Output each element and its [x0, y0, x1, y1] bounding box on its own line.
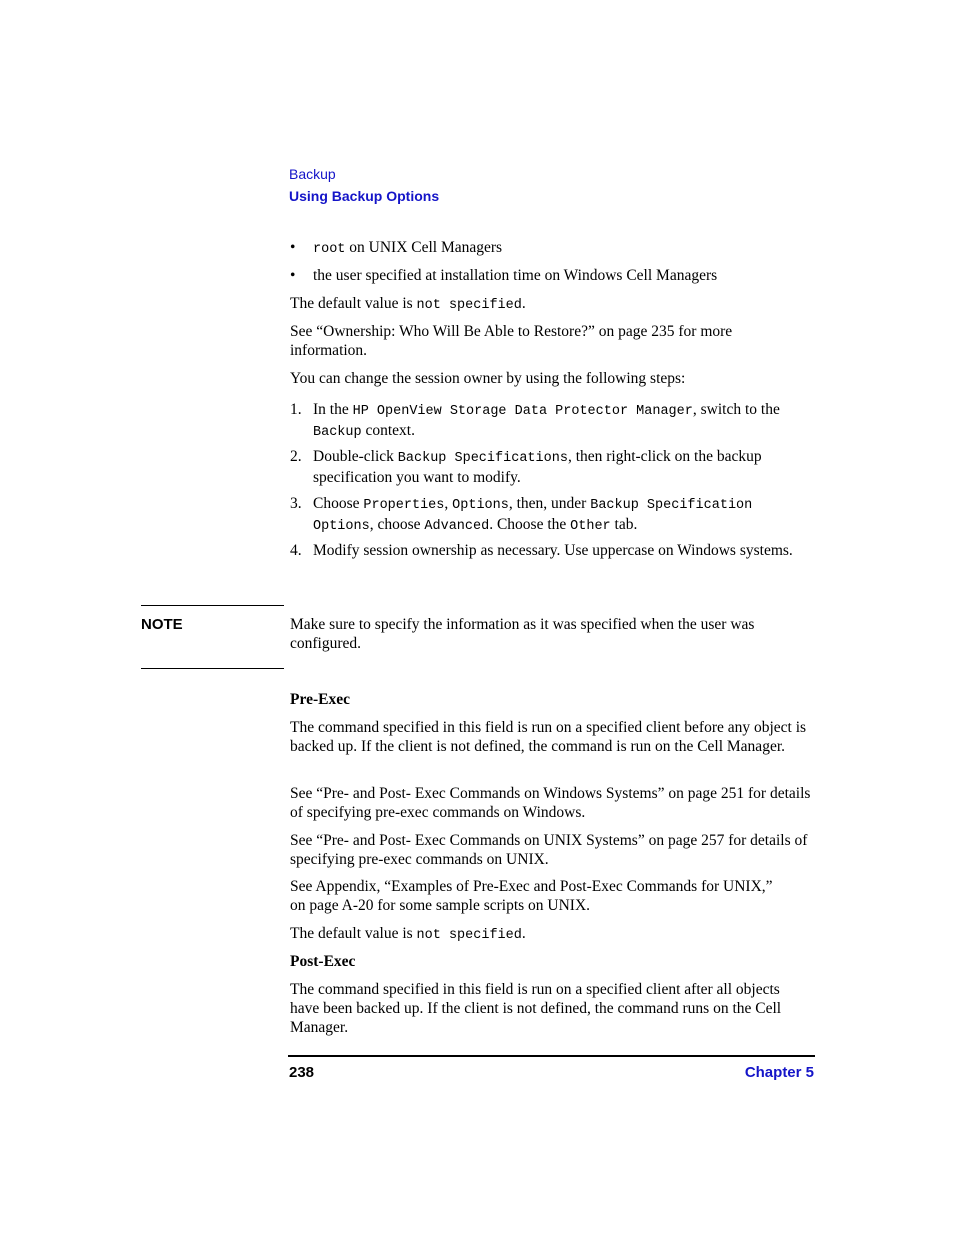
running-header-section: Backup: [289, 166, 336, 182]
pre-exec-description: The command specified in this field is run on a specified client before any object is backed up. If the client is not defined, the command is run on the Cell Manager.: [290, 719, 807, 755]
chapter-link[interactable]: Chapter 5: [744, 1064, 814, 1081]
note-bottom-rule: [141, 668, 284, 669]
change-owner-intro: You can change the session owner by using the following steps:: [290, 370, 686, 387]
step-number: 1.: [290, 401, 302, 418]
note-label: NOTE: [141, 616, 183, 633]
post-exec-description: The command specified in this field is run on a specified client after all objects have been backed up. If the client is not defined, the command runs on the Cell Manager.: [290, 981, 782, 1036]
footer-rule: [288, 1055, 815, 1057]
bullet-marker: •: [290, 239, 296, 256]
pre-exec-heading: Pre-Exec: [290, 691, 350, 708]
step-1: In the HP OpenView Storage Data Protector Manager, switch to the Backup context.: [313, 401, 780, 440]
running-header-subsection: Using Backup Options: [289, 188, 440, 204]
pre-exec-appendix-ref: See Appendix, “Examples of Pre-Exec and Post-Exec Commands for UNIX,” on page A-20 for some sample scripts on UNIX.: [290, 878, 773, 914]
pre-exec-unix-ref: See “Pre- and Post- Exec Commands on UNIX Systems” on page 257 for details of specifying pre-exec commands on UNIX.: [290, 832, 808, 868]
note-text: Make sure to specify the information as it was specified when the user was configured.: [290, 616, 755, 652]
step-4: Modify session ownership as necessary. Use uppercase on Windows systems.: [313, 542, 793, 559]
step-2: Double-click Backup Specifications, then right-click on the backup specification you want to modify.: [313, 448, 762, 486]
post-exec-heading: Post-Exec: [290, 953, 356, 970]
step-number: 4.: [290, 542, 302, 559]
pre-exec-default-value: The default value is not specified.: [290, 925, 526, 943]
note-top-rule: [141, 605, 284, 606]
default-value-owner: The default value is not specified.: [290, 295, 526, 313]
bullet-item-user: the user specified at installation time on Windows Cell Managers: [313, 267, 718, 284]
page-number: 238: [289, 1064, 315, 1081]
bullet-marker: •: [290, 267, 296, 284]
step-3: Choose Properties, Options, then, under Backup Specification Options, choose Advanced. Choose the Other tab.: [313, 495, 753, 534]
step-number: 3.: [290, 495, 302, 512]
step-number: 2.: [290, 448, 302, 465]
pre-exec-windows-ref: See “Pre- and Post- Exec Commands on Windows Systems” on page 251 for details of specifying pre-exec commands on Windows.: [290, 785, 811, 821]
see-ownership-paragraph: See “Ownership: Who Will Be Able to Restore?” on page 235 for more information.: [290, 323, 733, 359]
bullet-item-root: root on UNIX Cell Managers: [313, 239, 503, 257]
